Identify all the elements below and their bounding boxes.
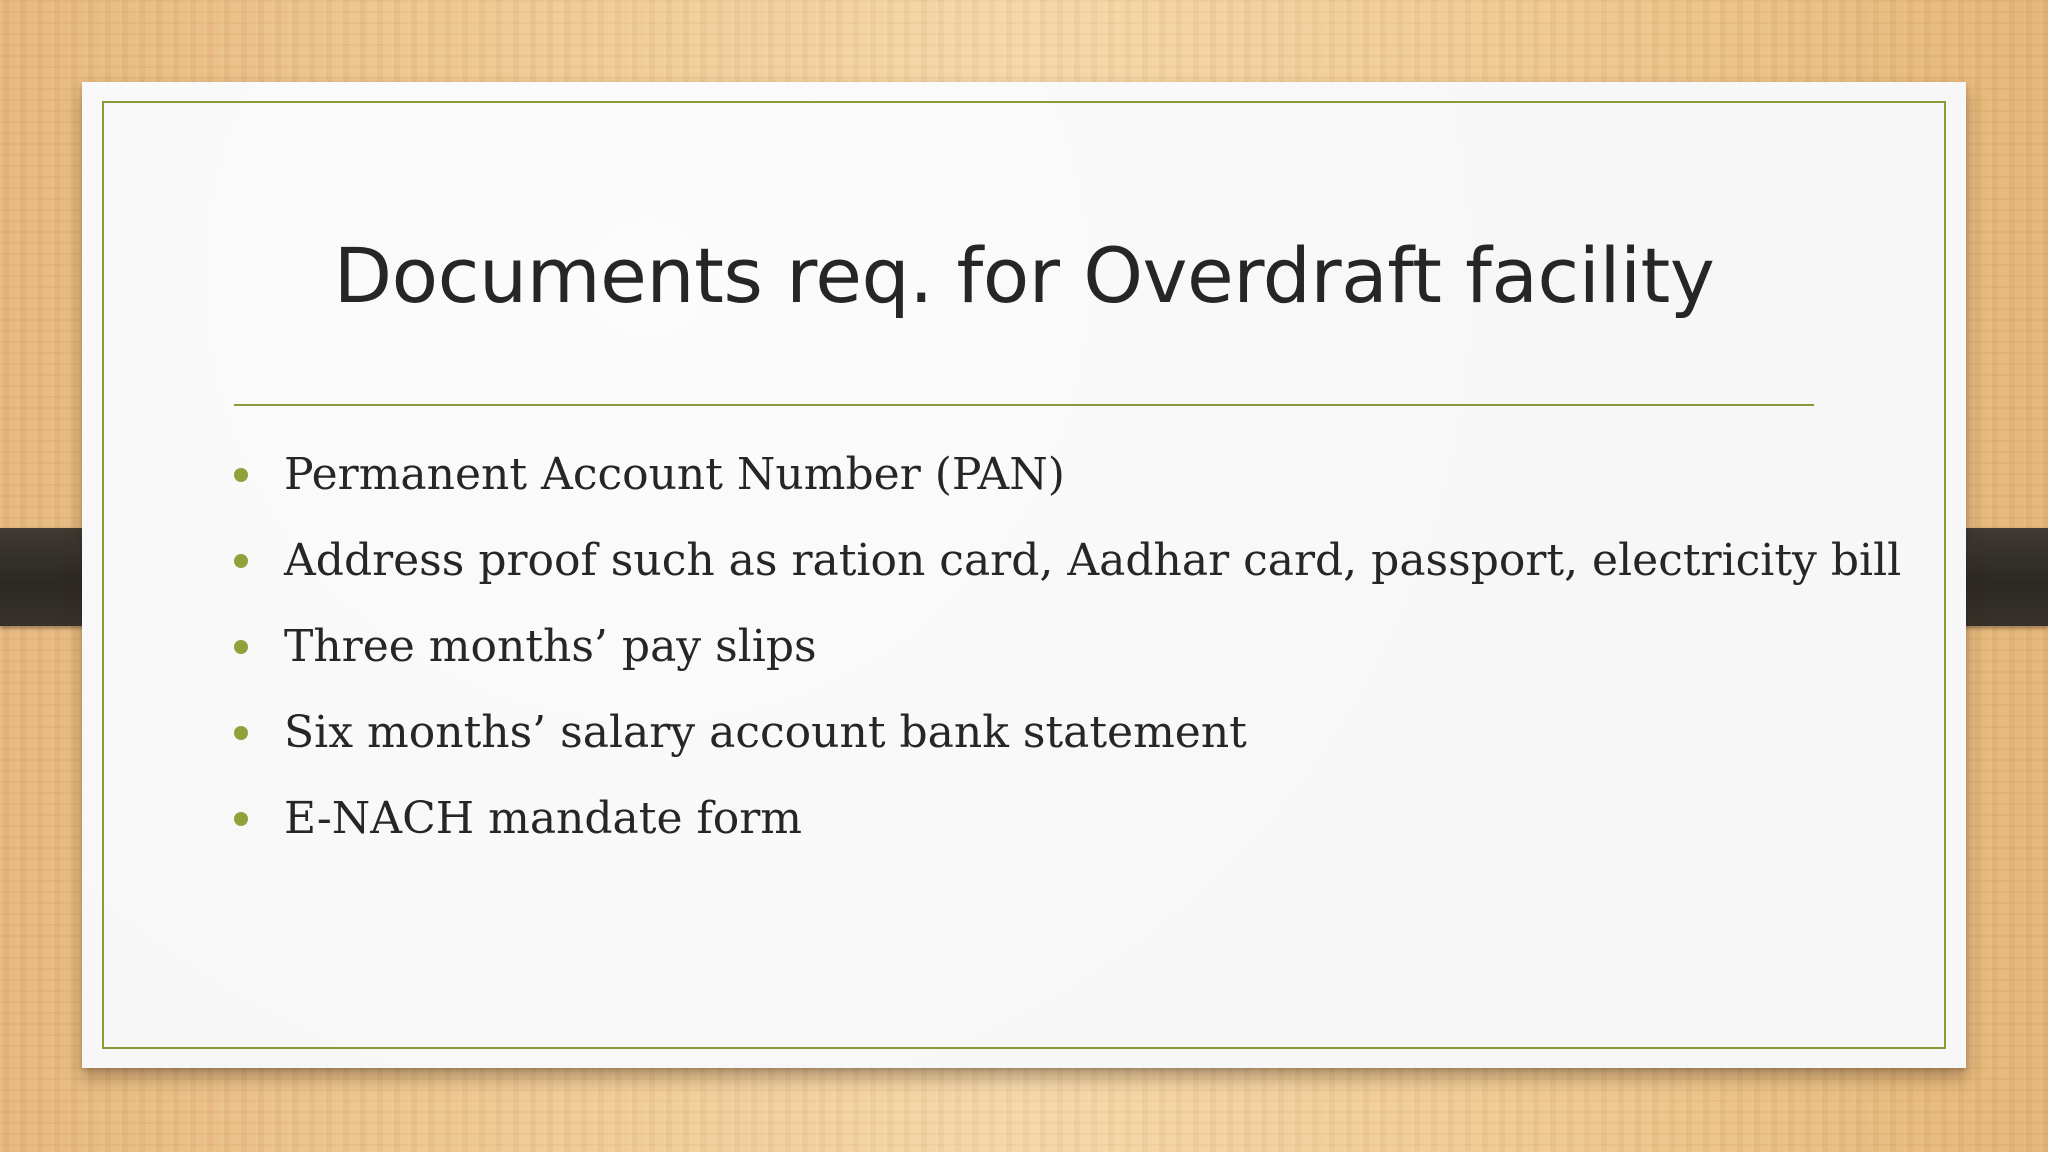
title-divider — [234, 404, 1814, 406]
list-item-text: Six months’ salary account bank statement — [284, 707, 1247, 758]
list-item — [234, 604, 1901, 690]
list-item — [234, 690, 1901, 776]
bullet-icon — [234, 812, 248, 826]
document-list — [234, 432, 1901, 862]
list-item-text: Three months’ pay slips — [284, 621, 817, 672]
list-item-text: E-NACH mandate form — [284, 793, 803, 844]
list-item — [234, 432, 1901, 518]
slide-title: Documents req. for Overdraft facility — [333, 231, 1715, 320]
slide-paper — [82, 82, 1966, 1068]
bullet-icon — [234, 726, 248, 740]
list-item-text: Address proof such as ration card, Aadhar card, passport, electricity bill — [284, 535, 1902, 586]
bullet-icon — [234, 468, 248, 482]
list-item-text: Permanent Account Number (PAN) — [284, 449, 1065, 500]
list-item — [234, 518, 1901, 604]
bullet-icon — [234, 640, 248, 654]
list-item — [234, 776, 1901, 862]
bullet-icon — [234, 554, 248, 568]
